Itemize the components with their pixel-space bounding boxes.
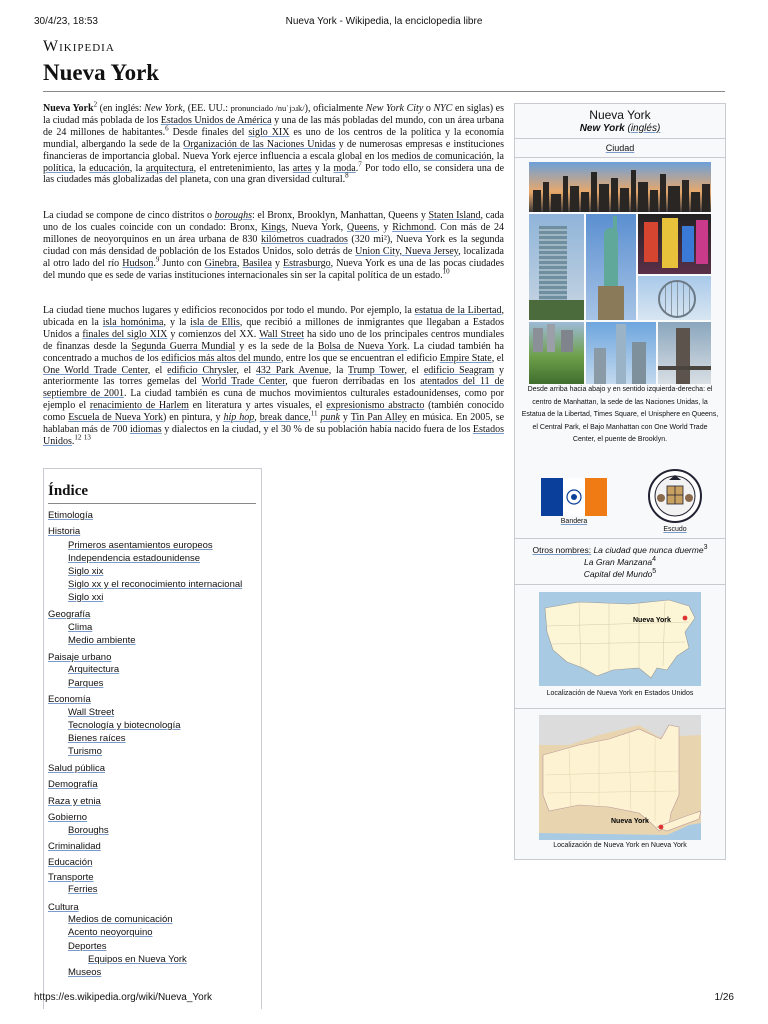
toc-item[interactable]: Economía xyxy=(48,694,91,705)
link-harlem[interactable]: renacimiento de Harlem xyxy=(89,400,189,412)
print-page-number: 1/26 xyxy=(714,992,734,1003)
text: y anteriormente las torres gemelas del xyxy=(43,364,504,388)
text: , localizada al otro lado del río xyxy=(43,245,504,269)
official-name: New York City xyxy=(365,103,424,114)
link-onu[interactable]: Organización de las Naciones Unidas xyxy=(183,138,336,150)
link-union-city[interactable]: Union City, Nueva Jersey xyxy=(355,245,459,257)
text: y es la sede de la xyxy=(235,340,318,352)
text: ), oficialmente xyxy=(304,103,366,114)
ref-link[interactable]: 7 xyxy=(358,160,362,169)
toc-divider xyxy=(48,503,256,504)
link-wall-street[interactable]: Wall Street xyxy=(259,328,305,340)
link-isla-homonima[interactable]: isla homónima xyxy=(102,316,164,328)
divider xyxy=(515,708,725,709)
table-of-contents xyxy=(43,468,262,1009)
link-kings[interactable]: Kings xyxy=(261,221,286,233)
link-432-park[interactable]: 432 Park Avenue xyxy=(255,364,329,376)
toc-item[interactable]: Clima xyxy=(68,622,93,633)
text: , y la xyxy=(163,316,191,328)
toc-item[interactable]: Raza y etnia xyxy=(48,796,101,807)
title-divider xyxy=(43,91,725,92)
toc-item[interactable]: Turismo xyxy=(68,746,102,757)
nickname: Capital del Mundo xyxy=(583,569,653,579)
text: y la xyxy=(311,162,334,174)
text: es uno de los centros de la política y la economía mundial, albergando la sede de la xyxy=(43,126,504,150)
link-11s[interactable]: atentados del 11 de septiembre de 2001 xyxy=(43,376,504,400)
text: , la xyxy=(129,162,146,174)
toc-item[interactable]: Siglo xx y el reconocimiento internacional xyxy=(68,579,243,590)
toc-item[interactable]: Museos xyxy=(68,967,102,978)
ref-link[interactable]: 5 xyxy=(652,568,657,576)
toc-title: Índice xyxy=(48,483,89,499)
link-estrasburgo[interactable]: Estrasburgo xyxy=(283,257,331,269)
text: . La ciudad también ha concentrado a muchos de los xyxy=(43,340,504,364)
toc-item[interactable]: Demografía xyxy=(48,779,98,790)
link-siglo-xix[interactable]: siglo XIX xyxy=(248,126,290,138)
text: , y xyxy=(377,221,393,233)
divider xyxy=(515,538,725,539)
toc-item[interactable]: Deportes xyxy=(68,941,107,952)
text: La ciudad se compone de cinco distritos o xyxy=(43,210,215,221)
ny-map-caption: Localización de Nueva York en Nueva York xyxy=(553,842,687,849)
text: y de numerosas empresas e instituciones financieras de importancia global. Nueva York ejerce influencia a escala global en los xyxy=(43,138,504,162)
divider xyxy=(515,138,725,139)
text: , la xyxy=(328,364,348,376)
text: , el entretenimiento, las xyxy=(193,162,293,174)
toc-item[interactable]: Cultura xyxy=(48,902,79,913)
flag-image[interactable] xyxy=(541,478,607,516)
subject-bold: Nueva York xyxy=(43,103,94,114)
text: . xyxy=(355,162,359,174)
link-finales-siglo[interactable]: finales del siglo XIX xyxy=(82,328,168,340)
toc-item[interactable]: Medios de comunicación xyxy=(68,914,173,925)
text: y dialectos en la ciudad, y el 30 % de su población había nacido fuera de los xyxy=(161,424,473,436)
ref-link[interactable]: 12 xyxy=(74,433,82,442)
link-seagram[interactable]: edificio Seagram xyxy=(423,364,495,376)
link-ginebra[interactable]: Ginebra xyxy=(204,257,237,269)
link-segunda-guerra[interactable]: Segunda Guerra Mundial xyxy=(131,340,236,352)
link-staten-island[interactable]: Staten Island xyxy=(428,210,481,221)
link-trump-tower[interactable]: Trump Tower xyxy=(347,364,405,376)
photo-collage[interactable] xyxy=(529,162,711,384)
toc-item[interactable]: Paisaje urbano xyxy=(48,652,112,663)
divider xyxy=(515,157,725,158)
text: . La ciudad también es cuna de muchos movimientos culturales estadounidenses, como por ejemplo el xyxy=(43,388,505,412)
text: , (EE. UU.: xyxy=(182,103,231,114)
link-hip-hop[interactable]: hip hop xyxy=(223,412,255,424)
text: Desde finales del xyxy=(168,126,249,138)
link-arquitectura[interactable]: arquitectura xyxy=(145,162,194,174)
toc-item[interactable]: Transporte xyxy=(48,872,94,883)
map-ny-marker-label: Nueva York xyxy=(611,818,649,825)
marker-dot-icon xyxy=(683,616,688,621)
text: . xyxy=(71,435,75,447)
toc-item[interactable]: Siglo xxi xyxy=(68,592,104,603)
toc-item[interactable]: Historia xyxy=(48,526,81,537)
link-punk[interactable]: punk xyxy=(320,412,340,424)
text: : el Bronx, Brooklyn, Manhattan, Queens y xyxy=(252,210,429,221)
intro-paragraph-3 xyxy=(43,305,504,448)
map-us-marker-label: Nueva York xyxy=(633,617,671,624)
text: en literatura y artes visuales, el xyxy=(188,400,327,412)
toc-item[interactable]: Ferries xyxy=(68,884,98,895)
text: , Nueva York, xyxy=(285,221,347,233)
toc-item[interactable]: Etimología xyxy=(48,510,93,521)
text: . xyxy=(153,257,156,269)
link-usa[interactable]: Estados Unidos de América xyxy=(160,114,272,126)
toc-item[interactable]: Criminalidad xyxy=(48,841,101,852)
link-medios[interactable]: medios de comunicación xyxy=(391,150,492,162)
toc-item[interactable]: Boroughs xyxy=(68,825,109,836)
text: La ciudad tiene muchos lugares y edificios reconocidos por todo el mundo. Por ejemplo, la xyxy=(43,305,415,316)
flag-label[interactable]: Bandera xyxy=(560,518,588,525)
english-name: New York xyxy=(579,123,625,134)
link-richmond[interactable]: Richmond xyxy=(392,221,434,233)
text: , el xyxy=(404,364,424,376)
other-names-label[interactable]: Otros nombres: xyxy=(532,545,592,555)
link-educacion[interactable]: educación xyxy=(89,162,130,174)
marker-dot-icon xyxy=(659,825,664,830)
text: Por todo ello, se considera una de las ciudades más globalizadas del planeta, con una gran diversidad cultural. xyxy=(43,162,505,186)
photo-unisphere[interactable] xyxy=(638,276,711,320)
text: , xyxy=(308,412,311,424)
toc-item[interactable]: Wall Street xyxy=(68,707,115,718)
text: , xyxy=(236,257,243,269)
infobox-subtitle xyxy=(515,123,725,134)
ref-link[interactable]: 6 xyxy=(165,124,169,133)
nickname: La ciudad que nunca duerme xyxy=(593,545,704,555)
infobox xyxy=(514,103,726,860)
ref-link[interactable]: 3 xyxy=(703,544,708,552)
ref-link[interactable]: 8 xyxy=(345,172,349,181)
text: Junto con xyxy=(159,257,205,269)
toc-item[interactable]: Arquitectura xyxy=(68,664,120,675)
seal-icon[interactable] xyxy=(647,468,703,524)
photo-times-square[interactable] xyxy=(638,214,711,274)
toc-item[interactable]: Geografía xyxy=(48,609,91,620)
text: , que recibió a millones de inmigrantes que llegaban a Estados Unidos a xyxy=(43,316,504,340)
english-name: New York xyxy=(144,103,183,114)
language-link[interactable]: (inglés) xyxy=(627,123,661,134)
link-escuela-ny[interactable]: Escuela de Nueva York xyxy=(68,412,163,424)
infobox-title: Nueva York xyxy=(589,108,651,122)
link-estatua-libertad[interactable]: estatua de la Libertad xyxy=(414,305,502,316)
text: o xyxy=(423,103,434,114)
text: , xyxy=(254,412,260,424)
link-isla-ellis[interactable]: isla de Ellis xyxy=(190,316,240,328)
text: , ubicada en la xyxy=(43,305,504,328)
toc-item[interactable]: Tecnología y biotecnología xyxy=(68,720,181,731)
ref-link[interactable]: 10 xyxy=(442,267,450,276)
print-page-title: Nueva York - Wikipedia, la enciclopedia libre xyxy=(285,16,483,27)
link-artes[interactable]: artes xyxy=(292,162,312,174)
text: ha sido uno de los principales centros mundiales de finanzas desde la xyxy=(43,328,504,352)
link-wtc[interactable]: World Trade Center xyxy=(201,376,286,388)
text: ) en pintura, y xyxy=(162,412,224,424)
link-moda[interactable]: moda xyxy=(333,162,356,174)
text: en siglas) es la ciudad más poblada de los xyxy=(43,103,505,126)
link-expresionismo[interactable]: expresionismo abstracto xyxy=(326,400,425,412)
wikipedia-logo[interactable]: Wikipedia xyxy=(43,38,115,55)
toc-item[interactable]: Siglo xix xyxy=(68,566,104,577)
text: . Con más de 24 millones de neoyorquinos en un área urbana de 830 xyxy=(43,221,505,245)
toc-item[interactable]: Gobierno xyxy=(48,812,88,823)
text: y xyxy=(339,412,351,424)
ref-link[interactable]: 11 xyxy=(310,409,318,418)
print-footer xyxy=(34,992,734,1006)
photo-brooklyn-bridge[interactable] xyxy=(658,322,711,384)
text: , Nueva York es una de las pocas ciudades del mundo que es sede de varias instituciones internacionales sin ser la capital política de un estado. xyxy=(43,257,505,281)
text: , el xyxy=(147,364,168,376)
link-tin-pan-alley[interactable]: Tin Pan Alley xyxy=(350,412,407,424)
text: y una de las más pobladas del mundo, con un área urbana de 24 millones de habitantes. xyxy=(43,114,504,138)
text: , entre los que se encuentran el edificio xyxy=(280,352,440,364)
toc-item[interactable]: Acento neoyorquino xyxy=(68,927,153,938)
link-queens[interactable]: Queens xyxy=(347,221,377,233)
link-chrysler[interactable]: edificio Chrysler xyxy=(167,364,237,376)
text: , el xyxy=(236,364,256,376)
other-names xyxy=(515,544,725,580)
link-estados-unidos[interactable]: Estados Unidos xyxy=(43,424,504,447)
toc-item[interactable]: Primeros asentamientos europeos xyxy=(68,540,213,551)
collage-caption: Desde arriba hacia abajo y en sentido izquierda-derecha: el centro de Manhattan, la sede de las Naciones Unidas, la Estatua de la Libertad, Times Square, el Unisphere en Queens, el Central Park, el Bajo Manhattan con One World Trade Center, el puente de Brooklyn. xyxy=(521,386,719,443)
toc-item[interactable]: Salud pública xyxy=(48,763,106,774)
divider xyxy=(515,584,725,585)
photo-un-headquarters[interactable] xyxy=(529,214,584,320)
nickname: La Gran Manzana xyxy=(584,557,653,567)
text: , cada uno de los cuales coincide con un condado: Bronx, xyxy=(43,210,504,233)
ref-link[interactable]: 2 xyxy=(93,100,98,109)
text: , la xyxy=(73,162,90,174)
text: en música. En 2005, se hablaban más de 700 xyxy=(43,412,505,436)
toc-item[interactable]: Parques xyxy=(68,678,104,689)
ref-link[interactable]: 4 xyxy=(652,556,656,564)
print-url: https://es.wikipedia.org/wiki/Nueva_York xyxy=(34,992,213,1003)
link-basilea[interactable]: Basilea xyxy=(242,257,272,269)
print-header xyxy=(34,16,734,30)
text: y xyxy=(271,257,284,269)
us-map-caption: Localización de Nueva York en Estados Unidos xyxy=(546,690,694,697)
ny-locator-map[interactable] xyxy=(539,715,701,840)
text: (también conocido como xyxy=(43,400,504,424)
ref-link[interactable]: 9 xyxy=(155,255,160,264)
text: , la xyxy=(491,150,504,162)
link-one-wtc[interactable]: One World Trade Center xyxy=(43,364,148,376)
link-empire-state[interactable]: Empire State xyxy=(439,352,492,364)
link-idiomas[interactable]: idiomas xyxy=(130,424,162,436)
link-hudson[interactable]: Hudson xyxy=(122,257,154,269)
abbreviation: NYC xyxy=(433,103,453,114)
link-km2[interactable]: kilómetros cuadrados xyxy=(260,233,348,245)
toc-item[interactable]: Independencia estadounidense xyxy=(68,553,201,564)
ref-link[interactable]: 13 xyxy=(83,433,91,442)
us-locator-map[interactable] xyxy=(539,592,701,686)
link-break-dance[interactable]: break dance xyxy=(259,412,309,424)
link-boroughs[interactable]: boroughs xyxy=(214,210,252,221)
toc-item[interactable]: Medio ambiente xyxy=(68,635,136,646)
text: (320 mi²), Nueva York es la segunda ciudad con más densidad de población de los Estados Unidos, solo detrás de xyxy=(43,233,504,257)
entity-type xyxy=(515,143,725,153)
link-bolsa[interactable]: Bolsa de Nueva York xyxy=(317,340,407,352)
seal-label[interactable]: Escudo xyxy=(663,526,687,533)
intro-paragraph-1 xyxy=(43,100,505,186)
link-politica[interactable]: política xyxy=(43,162,73,174)
pronunciation[interactable]: pronunciado /nuˈjɔɹk/ xyxy=(230,103,305,113)
text: , el xyxy=(491,352,505,364)
article-title: Nueva York xyxy=(43,60,160,85)
intro-paragraph-2 xyxy=(43,210,504,281)
text: (en inglés: xyxy=(97,103,145,114)
text: , que fueron derribadas en los xyxy=(285,376,421,388)
photo-central-park[interactable] xyxy=(529,322,584,384)
toc-item[interactable]: Equipos en Nueva York xyxy=(88,954,187,965)
toc-item[interactable]: Educación xyxy=(48,857,93,868)
print-date: 30/4/23, 18:53 xyxy=(34,16,98,27)
text: y comienzos del XX. xyxy=(167,328,260,340)
link-edificios-altos[interactable]: edificios más altos del mundo xyxy=(161,352,281,364)
photo-statue-of-liberty[interactable] xyxy=(586,214,636,320)
photo-lower-manhattan[interactable] xyxy=(586,322,656,384)
photo-manhattan-skyline[interactable] xyxy=(529,162,711,212)
toc-item[interactable]: Bienes raíces xyxy=(68,733,126,744)
type-link[interactable]: Ciudad xyxy=(605,143,635,153)
